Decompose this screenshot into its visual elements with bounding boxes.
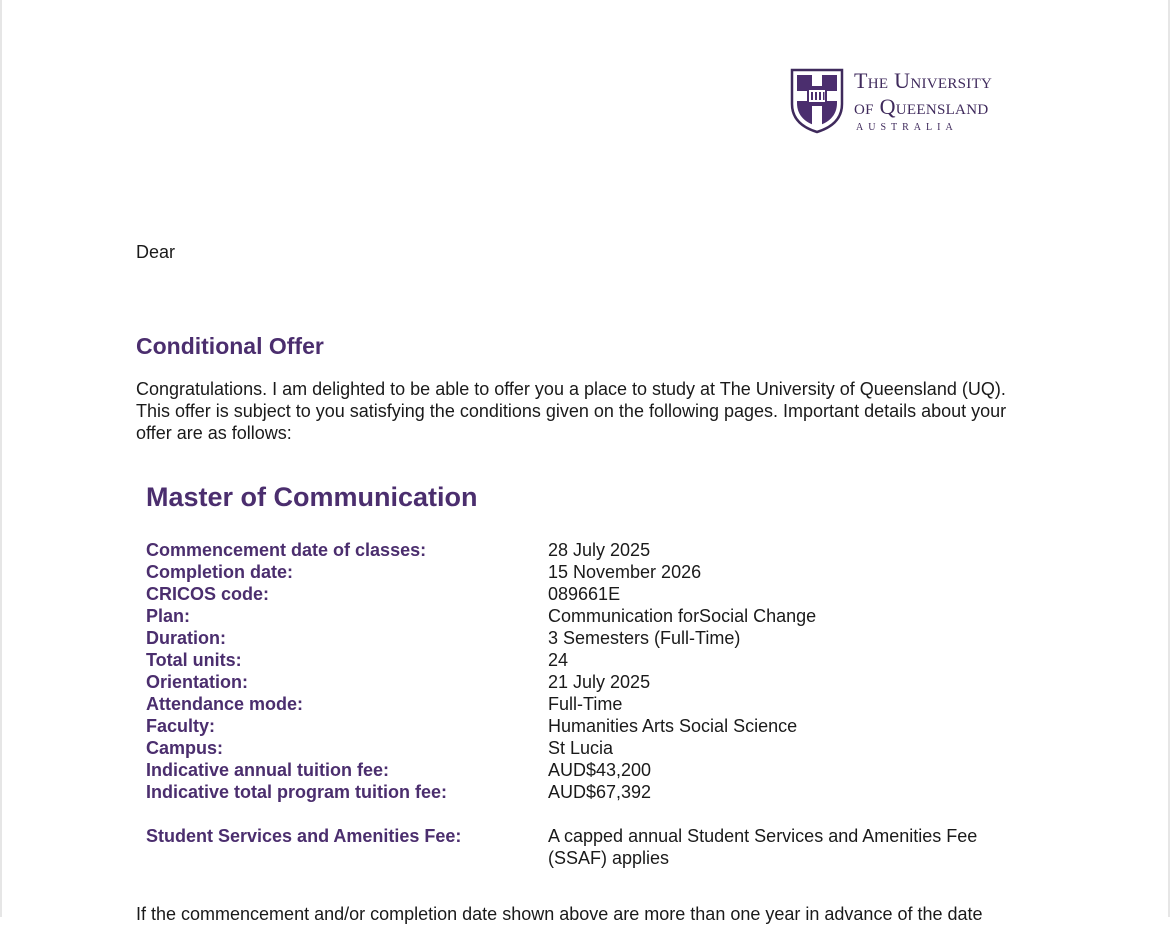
detail-value: Full-Time bbox=[548, 694, 623, 714]
detail-value: AUD$67,392 bbox=[548, 782, 652, 802]
detail-value: 3 Semesters (Full-Time) bbox=[548, 628, 741, 648]
salutation: Dear bbox=[136, 242, 176, 262]
detail-value: 21 July 2025 bbox=[548, 672, 651, 692]
detail-value: AUD$43,200 bbox=[548, 760, 652, 780]
detail-row bbox=[146, 781, 1046, 803]
detail-row bbox=[146, 605, 1046, 627]
wordmark-line-2: of Queensland bbox=[854, 94, 989, 119]
detail-label: Orientation: bbox=[146, 672, 248, 692]
ssaf-label: Student Services and Amenities Fee: bbox=[146, 826, 462, 846]
detail-row bbox=[146, 583, 1046, 605]
offer-heading: Conditional Offer bbox=[136, 333, 324, 359]
detail-row bbox=[146, 627, 1046, 649]
crest-icon bbox=[790, 68, 844, 134]
wordmark-line-1: The University bbox=[854, 68, 993, 93]
detail-label: Total units: bbox=[146, 650, 242, 670]
detail-label: Plan: bbox=[146, 606, 191, 626]
detail-value: St Lucia bbox=[548, 738, 614, 758]
detail-value: 089661E bbox=[548, 584, 621, 604]
page-edge-left bbox=[0, 0, 2, 917]
university-logo bbox=[790, 68, 1030, 138]
detail-label: Indicative annual tuition fee: bbox=[146, 760, 390, 780]
wordmark-country: AUSTRALIA bbox=[856, 122, 958, 133]
detail-row bbox=[146, 649, 1046, 671]
ssaf-row bbox=[146, 825, 1028, 869]
detail-row bbox=[146, 715, 1046, 737]
detail-label: CRICOS code: bbox=[146, 584, 270, 604]
detail-label: Completion date: bbox=[146, 562, 293, 582]
detail-label: Indicative total program tuition fee: bbox=[146, 782, 448, 802]
offer-details bbox=[146, 539, 1046, 803]
detail-label: Campus: bbox=[146, 738, 224, 758]
detail-row bbox=[146, 759, 1046, 781]
detail-value: Humanities Arts Social Science bbox=[548, 716, 798, 736]
detail-row bbox=[146, 737, 1046, 759]
detail-value: 15 November 2026 bbox=[548, 562, 702, 582]
detail-label: Commencement date of classes: bbox=[146, 540, 427, 560]
detail-label: Attendance mode: bbox=[146, 694, 304, 714]
ssaf-value: A capped annual Student Services and Amenities Fee (SSAF) applies bbox=[548, 826, 978, 868]
detail-row bbox=[146, 693, 1046, 715]
detail-row bbox=[146, 539, 1046, 561]
intro-paragraph: Congratulations. I am delighted to be able to offer you a place to study at The University of Queensland (UQ). This offer is subject to you satisfying the conditions given on the following pages. Important details about your offer are as follows: bbox=[136, 379, 1007, 443]
detail-row bbox=[146, 561, 1046, 583]
university-wordmark bbox=[854, 68, 992, 133]
detail-value: 24 bbox=[548, 650, 569, 670]
detail-row bbox=[146, 671, 1046, 693]
program-title: Master of Communication bbox=[146, 482, 478, 512]
detail-value: 28 July 2025 bbox=[548, 540, 651, 560]
detail-label: Faculty: bbox=[146, 716, 216, 736]
detail-value: Communication forSocial Change bbox=[548, 606, 817, 626]
detail-label: Duration: bbox=[146, 628, 226, 648]
footer-partial-text: If the commencement and/or completion date shown above are more than one year in advance of the date bbox=[136, 904, 983, 924]
